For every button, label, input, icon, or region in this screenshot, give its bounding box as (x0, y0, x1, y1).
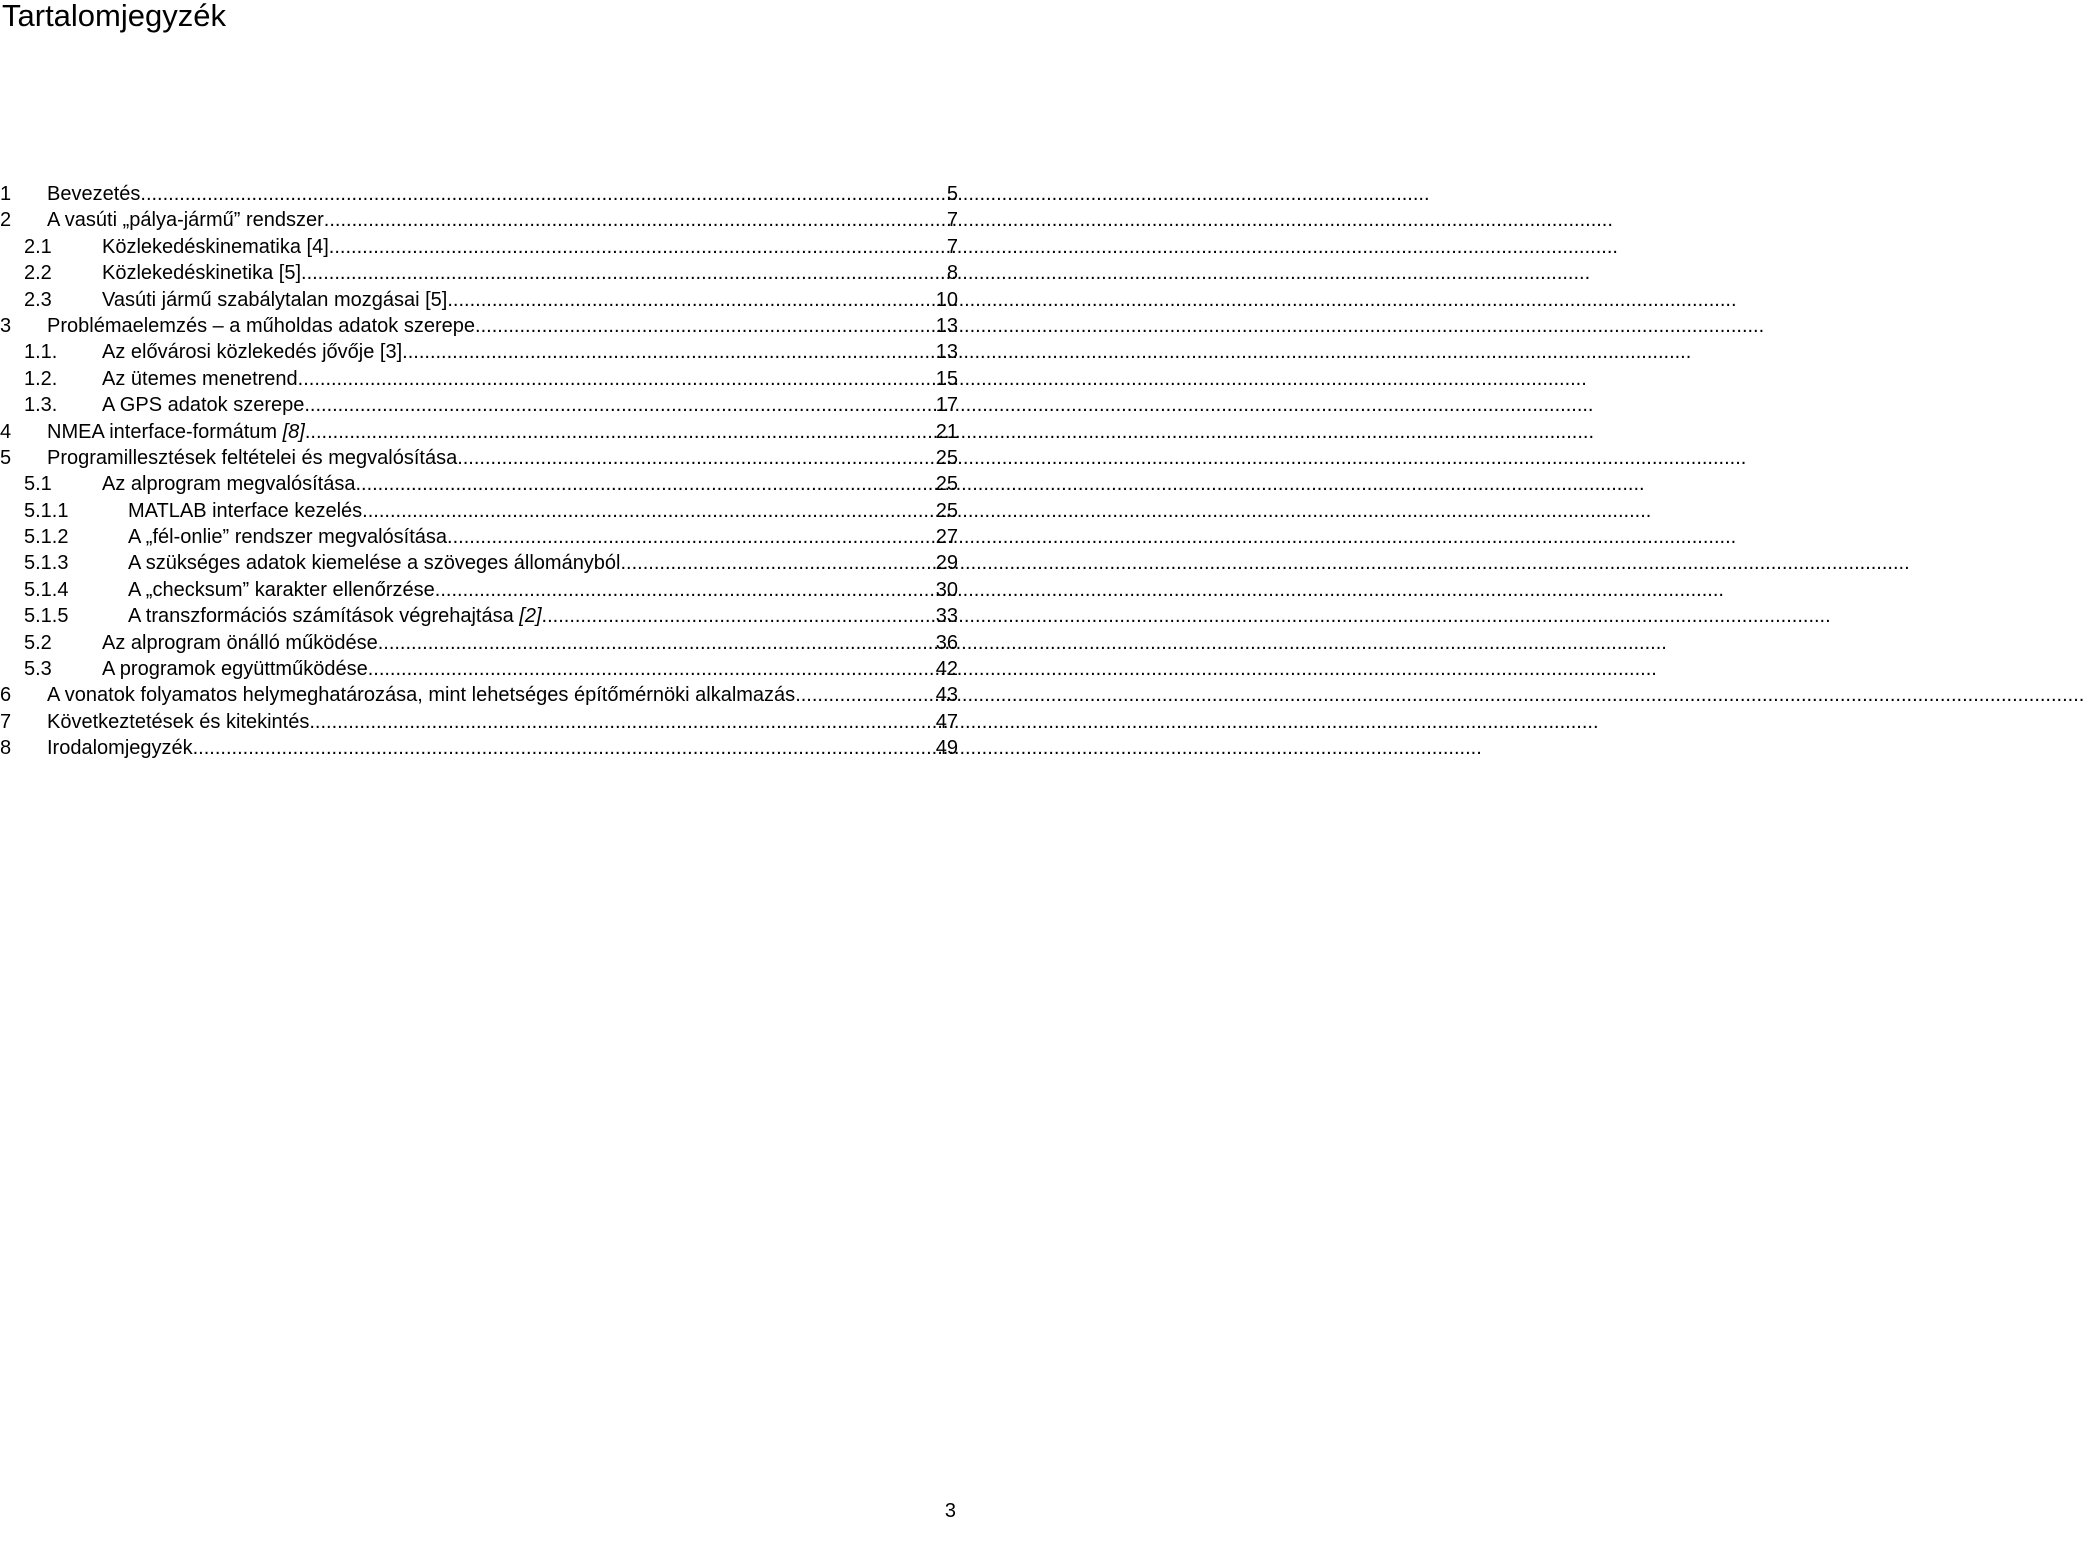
toc-entry[interactable] (0, 550, 960, 576)
toc-entry[interactable] (0, 656, 960, 682)
toc-dot-leader (457, 445, 936, 471)
toc-entry-title: MATLAB interface kezelés (128, 499, 363, 522)
toc-entry-number: 5.3 (24, 658, 52, 681)
toc-dot-leader (355, 471, 935, 497)
toc-entry-number: 5.2 (24, 631, 52, 654)
toc-dot-leader (621, 550, 936, 576)
toc-entry-number: 1.1. (24, 341, 58, 364)
toc-dot-leader (324, 207, 947, 233)
toc-entry[interactable] (0, 630, 960, 656)
toc-entry-page: 7 (946, 209, 958, 232)
toc-dot-leader (447, 287, 935, 313)
toc-entry-title: A programok együttműködése (102, 658, 368, 681)
toc-entry-page: 13 (935, 341, 958, 364)
toc-entry-page: 25 (935, 473, 958, 496)
toc-dot-leader (447, 524, 936, 550)
toc-entry[interactable] (0, 392, 960, 418)
toc-entry[interactable] (0, 603, 960, 629)
page-number: 3 (944, 1500, 956, 1522)
toc-entry-number: 7 (0, 710, 12, 733)
toc-entry-page: 5 (946, 183, 958, 205)
toc-entry[interactable] (0, 207, 960, 233)
toc-entry[interactable] (0, 524, 960, 550)
toc-entry-number: 4 (0, 420, 12, 443)
toc-entry-number: 2 (0, 209, 12, 232)
toc-entry-page: 27 (935, 526, 958, 549)
toc-entry-number: 5.1.2 (24, 526, 69, 549)
toc-entry-page: 10 (935, 288, 958, 311)
toc-entry-number: 5.1.5 (24, 605, 69, 628)
toc-entry-page: 49 (935, 737, 958, 760)
toc-dot-leader (402, 339, 936, 365)
toc-entry-page: 15 (935, 367, 958, 390)
toc-entry-title: A vasúti „pálya-jármű” rendszer (47, 209, 324, 232)
toc-dot-leader (362, 498, 936, 524)
toc-dot-leader (140, 181, 946, 207)
toc-dot-leader (193, 735, 936, 761)
toc-entry-title: Közlekedéskinematika [4] (102, 235, 329, 258)
toc-entry-page: 47 (935, 710, 958, 733)
toc-entry-page: 25 (935, 499, 958, 522)
toc-entry-number: 2.2 (24, 262, 52, 285)
toc-entry[interactable] (0, 287, 960, 313)
toc-entry-number: 2.1 (24, 235, 52, 258)
toc-entry-title: A transzformációs számítások végrehajtása [2] (128, 605, 542, 628)
toc-entry-number: 3 (0, 314, 12, 337)
toc-dot-leader (298, 366, 936, 392)
toc-dot-leader (435, 577, 936, 603)
toc-entry-number: 6 (0, 684, 12, 707)
toc-entry[interactable] (0, 366, 960, 392)
toc-entry-page: 43 (935, 684, 958, 707)
toc-entry-title: Az elővárosi közlekedés jővője [3] (102, 341, 403, 364)
toc-entry-page: 8 (946, 262, 958, 285)
toc-entry[interactable] (0, 577, 960, 603)
toc-entry-number: 5.1 (24, 473, 52, 496)
toc-entry[interactable] (0, 419, 960, 445)
toc-entry-number: 5.1.3 (24, 552, 69, 575)
toc-entry[interactable] (0, 339, 960, 365)
toc-entry-title: Programillesztések feltételei és megvalósítása (47, 446, 458, 469)
toc-dot-leader (542, 603, 936, 629)
toc-entry[interactable] (0, 471, 960, 497)
toc-entry[interactable] (0, 181, 960, 207)
toc-entry-title: A „fél-onlie” rendszer megvalósítása (128, 526, 448, 549)
toc-entry[interactable] (0, 260, 960, 286)
toc-entry-page: 30 (935, 578, 958, 601)
toc-entry[interactable] (0, 445, 960, 471)
toc-entry-number: 2.3 (24, 288, 52, 311)
toc-entry-page: 42 (935, 658, 958, 681)
toc-entry-title: Az ütemes menetrend (102, 367, 298, 390)
toc-entry-title: A GPS adatok szerepe (102, 394, 305, 417)
toc-entry-title: Az alprogram önálló működése (102, 631, 378, 654)
toc-dot-leader (301, 260, 947, 286)
toc-entry-page: 25 (935, 446, 958, 469)
toc-entry-title: Bevezetés (47, 183, 141, 205)
toc-entry-number: 8 (0, 737, 12, 760)
toc-dot-leader (795, 682, 936, 708)
toc-entry-title: NMEA interface-formátum [8] (47, 420, 305, 443)
toc-dot-leader (309, 709, 935, 735)
toc-entry-title: A szükséges adatok kiemelése a szöveges állományból (128, 552, 621, 575)
toc-entry-number: 5.1.1 (24, 499, 69, 522)
toc-entry-page: 36 (935, 631, 958, 654)
toc-dot-leader (329, 234, 947, 260)
toc-entry[interactable] (0, 682, 960, 708)
toc-dot-leader (475, 313, 936, 339)
toc-entry-number: 1 (0, 183, 12, 205)
toc-entry-number: 1.2. (24, 367, 58, 390)
toc-entry-title: A vonatok folyamatos helymeghatározása, mint lehetséges építőmérnöki alkalmazás (47, 684, 796, 707)
toc-entry[interactable] (0, 234, 960, 260)
toc-entry-title: Irodalomjegyzék (47, 737, 193, 760)
toc-entry-title: Közlekedéskinetika [5] (102, 262, 302, 285)
table-of-contents (0, 181, 960, 762)
toc-entry[interactable] (0, 498, 960, 524)
toc-dot-leader (368, 656, 936, 682)
toc-entry-title: Következtetések és kitekintés (47, 710, 310, 733)
toc-entry-title: Az alprogram megvalósítása (102, 473, 356, 496)
toc-entry-number: 1.3. (24, 394, 58, 417)
toc-entry[interactable] (0, 735, 960, 761)
page-title: Tartalomjegyzék (2, 0, 226, 33)
toc-entry-page: 13 (935, 314, 958, 337)
toc-entry-page: 7 (946, 235, 958, 258)
toc-entry-title: Vasúti jármű szabálytalan mozgásai [5] (102, 288, 448, 311)
toc-entry-number: 5 (0, 446, 12, 469)
toc-entry-page: 17 (935, 394, 958, 417)
toc-entry[interactable] (0, 709, 960, 735)
toc-dot-leader (378, 630, 936, 656)
toc-entry-page: 21 (935, 420, 958, 443)
toc-entry[interactable] (0, 313, 960, 339)
toc-entry-title: A „checksum” karakter ellenőrzése (128, 578, 435, 601)
toc-entry-title: Problémaelemzés – a műholdas adatok szerepe (47, 314, 476, 337)
toc-entry-page: 29 (935, 552, 958, 575)
toc-dot-leader (304, 392, 935, 418)
toc-entry-number: 5.1.4 (24, 578, 69, 601)
toc-entry-page: 33 (935, 605, 958, 628)
toc-dot-leader (305, 419, 936, 445)
